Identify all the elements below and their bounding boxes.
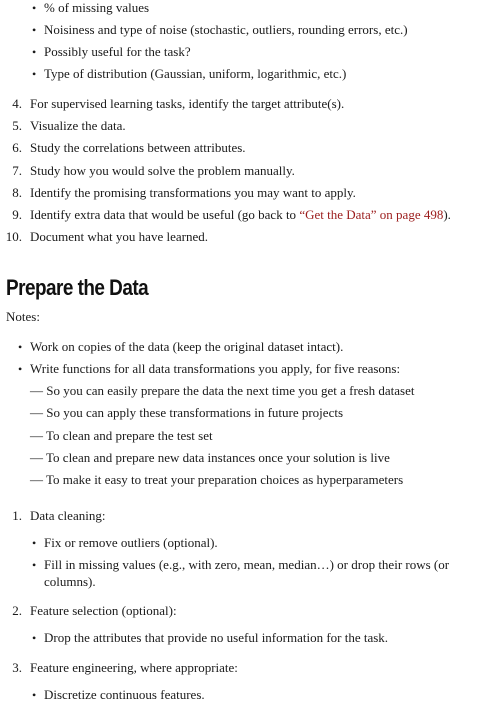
reason-item: — To clean and prepare new data instances once your solution is live bbox=[30, 450, 390, 465]
step-number: 8. bbox=[12, 185, 22, 200]
step-number: 2. bbox=[12, 603, 22, 618]
bullet-marker: • bbox=[32, 631, 37, 645]
step-number: 7. bbox=[12, 163, 22, 178]
reason-item: — So you can apply these transformations in future projects bbox=[30, 405, 344, 420]
sub-bullet-continuation: columns). bbox=[44, 574, 96, 589]
bullet-marker: • bbox=[32, 1, 37, 15]
sub-bullet: Fix or remove outliers (optional). bbox=[44, 535, 218, 550]
step-number: 6. bbox=[12, 140, 22, 155]
bullet-marker: • bbox=[18, 362, 23, 376]
step-number: 5. bbox=[12, 118, 22, 133]
step-text: Visualize the data. bbox=[30, 118, 126, 133]
bullet-useful: Possibly useful for the task? bbox=[44, 44, 191, 59]
step-text-with-link bbox=[30, 207, 451, 223]
bullet-marker: • bbox=[32, 558, 37, 572]
reason-item: — To make it easy to treat your preparation choices as hyperparameters bbox=[30, 472, 404, 487]
step-text: Identify the promising transformations you may want to apply. bbox=[30, 185, 356, 200]
step-text: For supervised learning tasks, identify the target attribute(s). bbox=[30, 96, 345, 111]
sub-bullet: Fill in missing values (e.g., with zero, mean, median…) or drop their rows (or bbox=[44, 557, 450, 572]
notes-label: Notes: bbox=[6, 309, 40, 324]
step-number: 9. bbox=[12, 207, 22, 222]
notes-bullet-functions: Write functions for all data transformations you apply, for five reasons: bbox=[30, 361, 401, 376]
bullet-distribution: Type of distribution (Gaussian, uniform, logarithmic, etc.) bbox=[44, 66, 347, 81]
step-number: 4. bbox=[12, 96, 22, 111]
step-text: Document what you have learned. bbox=[30, 229, 208, 244]
reason-item: — To clean and prepare the test set bbox=[30, 428, 213, 443]
bullet-noisiness: Noisiness and type of noise (stochastic, outliers, rounding errors, etc.) bbox=[44, 22, 408, 37]
bullet-missing-values: % of missing values bbox=[44, 0, 150, 15]
step-text-after-link: ). bbox=[443, 207, 451, 222]
step-text: Feature selection (optional): bbox=[30, 603, 177, 618]
step-text-before-link: Identify extra data that would be useful (go back to bbox=[30, 207, 300, 222]
get-the-data-link[interactable]: “Get the Data” on page 498 bbox=[299, 207, 444, 222]
bullet-marker: • bbox=[32, 536, 37, 550]
sub-bullet: Drop the attributes that provide no useful information for the task. bbox=[44, 630, 389, 645]
step-text: Data cleaning: bbox=[30, 508, 106, 523]
section-title: Prepare the Data bbox=[6, 275, 149, 300]
bullet-marker: • bbox=[18, 340, 23, 354]
sub-bullet: Discretize continuous features. bbox=[44, 687, 205, 702]
step-number: 3. bbox=[12, 660, 22, 675]
step-number: 1. bbox=[12, 508, 22, 523]
step-text: Study the correlations between attributes. bbox=[30, 140, 246, 155]
notes-bullet-copies: Work on copies of the data (keep the original dataset intact). bbox=[30, 339, 344, 354]
reason-item: — So you can easily prepare the data the next time you get a fresh dataset bbox=[30, 383, 415, 398]
bullet-marker: • bbox=[32, 67, 37, 81]
bullet-marker: • bbox=[32, 45, 37, 59]
bullet-marker: • bbox=[32, 23, 37, 37]
step-text: Study how you would solve the problem manually. bbox=[30, 163, 295, 178]
step-number: 10. bbox=[5, 229, 22, 244]
step-text: Feature engineering, where appropriate: bbox=[30, 660, 238, 675]
bullet-marker: • bbox=[32, 688, 37, 702]
